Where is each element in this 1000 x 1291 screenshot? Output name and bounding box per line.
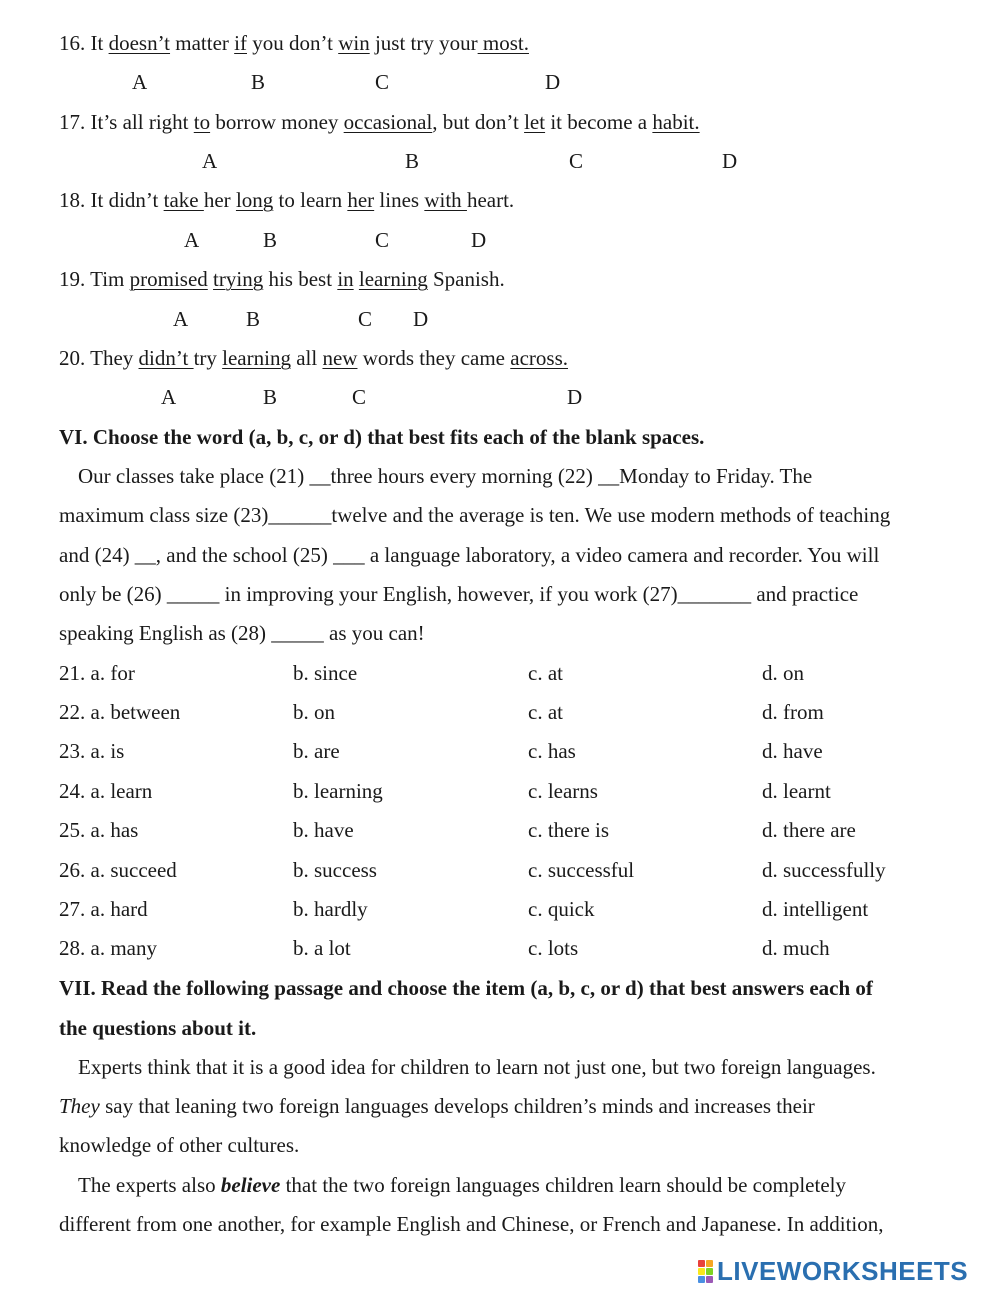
logo-text: LIVEWORKSHEETS: [717, 1255, 969, 1286]
option-22-d: d. from: [762, 700, 824, 724]
underlined-segment: new: [322, 346, 358, 370]
answer-letter-b: B: [263, 228, 278, 252]
question-17: [59, 112, 700, 133]
sentence-text: borrow money: [210, 110, 344, 134]
section-7-heading: VII. Read the following passage and choose the item (a, b, c, or d) that best answers each of: [59, 976, 873, 1000]
option-24-d: d. learnt: [762, 779, 831, 803]
passage-text: The experts also: [78, 1173, 221, 1197]
answer-letter-b: B: [263, 385, 278, 409]
answer-letter-c: C: [375, 70, 390, 94]
answer-letter-d: D: [471, 228, 487, 252]
underlined-segment: let: [524, 110, 546, 134]
option-27-b: b. hardly: [293, 897, 368, 921]
option-24-a: 24. a. learn: [59, 779, 153, 803]
passage-text: that the two foreign languages children learn should be completely: [280, 1173, 846, 1197]
sentence-text: try: [193, 346, 223, 370]
sentence-text: his best: [263, 267, 338, 291]
option-25-d: d. there are: [762, 818, 856, 842]
answer-letter-a: A: [132, 70, 148, 94]
underlined-segment: across.: [510, 346, 568, 370]
sentence-text: matter: [170, 31, 235, 55]
option-23-a: 23. a. is: [59, 739, 125, 763]
passage-2-line: knowledge of other cultures.: [59, 1133, 300, 1157]
option-22-c: c. at: [528, 700, 563, 724]
sentence-text: 19. Tim: [59, 267, 130, 291]
liveworksheets-logo: [698, 1257, 968, 1285]
option-28-d: d. much: [762, 936, 830, 960]
answer-letter-a: A: [161, 385, 177, 409]
underlined-segment: her: [347, 188, 375, 212]
underlined-segment: habit.: [652, 110, 700, 134]
underlined-segment: most.: [477, 31, 529, 55]
sentence-text: to learn: [273, 188, 348, 212]
sentence-text: it become a: [545, 110, 653, 134]
option-24-c: c. learns: [528, 779, 598, 803]
option-21-a: 21. a. for: [59, 661, 135, 685]
passage-2-line: different from one another, for example English and Chinese, or French and Japanese. In addition,: [59, 1212, 884, 1236]
passage-line: Our classes take place (21) __three hours every morning (22) __Monday to Friday. The: [78, 464, 813, 488]
sentence-text: heart.: [466, 188, 515, 212]
option-26-c: c. successful: [528, 858, 635, 882]
answer-letter-b: B: [405, 149, 420, 173]
answer-letter-d: D: [545, 70, 561, 94]
option-25-a: 25. a. has: [59, 818, 139, 842]
option-27-d: d. intelligent: [762, 897, 869, 921]
passage-2-line: [59, 1096, 815, 1117]
passage-2-line: [78, 1175, 846, 1196]
answer-letter-d: D: [567, 385, 583, 409]
sentence-text: you don’t: [247, 31, 339, 55]
option-26-a: 26. a. succeed: [59, 858, 177, 882]
underlined-segment: learning: [222, 346, 291, 370]
underlined-segment: if: [234, 31, 247, 55]
logo-square: [698, 1276, 705, 1283]
underlined-segment: trying: [213, 267, 264, 291]
logo-square: [698, 1260, 705, 1267]
passage-line: maximum class size (23)______twelve and the average is ten. We use modern methods of teaching: [59, 503, 891, 527]
option-28-b: b. a lot: [293, 936, 351, 960]
question-20: [59, 348, 568, 369]
sentence-text: 17. It’s all right: [59, 110, 194, 134]
underlined-segment: doesn’t: [108, 31, 171, 55]
option-23-c: c. has: [528, 739, 576, 763]
option-21-c: c. at: [528, 661, 563, 685]
sentence-text: 16. It: [59, 31, 109, 55]
underlined-segment: to: [193, 110, 211, 134]
question-16: [59, 33, 529, 54]
underlined-segment: occasional: [343, 110, 433, 134]
passage-line: only be (26) _____ in improving your English, however, if you work (27)_______ and practice: [59, 582, 859, 606]
logo-square: [706, 1276, 713, 1283]
underlined-segment: with: [424, 188, 467, 212]
answer-letter-d: D: [413, 307, 429, 331]
answer-letter-a: A: [202, 149, 218, 173]
answer-letter-b: B: [246, 307, 261, 331]
sentence-text: 20. They: [59, 346, 139, 370]
answer-letter-c: C: [375, 228, 390, 252]
option-28-a: 28. a. many: [59, 936, 157, 960]
answer-letter-b: B: [251, 70, 266, 94]
option-23-d: d. have: [762, 739, 823, 763]
option-28-c: c. lots: [528, 936, 579, 960]
logo-square: [706, 1268, 713, 1275]
option-21-b: b. since: [293, 661, 358, 685]
logo-square: [706, 1260, 713, 1267]
passage-text: say that leaning two foreign languages develops children’s minds and increases their: [99, 1094, 815, 1118]
underlined-segment: promised: [129, 267, 208, 291]
sentence-text: all: [290, 346, 323, 370]
underlined-segment: in: [337, 267, 354, 291]
option-22-b: b. on: [293, 700, 335, 724]
vocab-word: believe: [220, 1173, 281, 1197]
underlined-segment: learning: [358, 267, 428, 291]
option-27-a: 27. a. hard: [59, 897, 148, 921]
answer-letter-a: A: [173, 307, 189, 331]
question-18: [59, 190, 514, 211]
option-26-b: b. success: [293, 858, 377, 882]
passage-line: speaking English as (28) _____ as you can!: [59, 621, 425, 645]
answer-letter-c: C: [358, 307, 373, 331]
sentence-text: lines: [374, 188, 425, 212]
sentence-text: Spanish.: [427, 267, 505, 291]
passage-2-line: Experts think that it is a good idea for children to learn not just one, but two foreign languages.: [78, 1055, 876, 1079]
logo-icon: [698, 1260, 713, 1283]
section-7-heading-cont: the questions about it.: [59, 1016, 257, 1040]
answer-letter-c: C: [352, 385, 367, 409]
answer-letter-a: A: [184, 228, 200, 252]
sentence-text: 18. It didn’t: [59, 188, 164, 212]
option-22-a: 22. a. between: [59, 700, 181, 724]
sentence-text: just try your: [369, 31, 478, 55]
question-19: [59, 269, 505, 290]
reference-word: They: [59, 1094, 100, 1118]
underlined-segment: long: [235, 188, 274, 212]
logo-square: [698, 1268, 705, 1275]
option-25-c: c. there is: [528, 818, 610, 842]
option-24-b: b. learning: [293, 779, 383, 803]
underlined-segment: win: [338, 31, 370, 55]
section-6-heading: VI. Choose the word (a, b, c, or d) that best fits each of the blank spaces.: [59, 425, 705, 449]
answer-letter-c: C: [569, 149, 584, 173]
sentence-text: words they came: [357, 346, 511, 370]
sentence-text: , but don’t: [432, 110, 525, 134]
underlined-segment: didn’t: [138, 346, 194, 370]
underlined-segment: take: [163, 188, 204, 212]
sentence-text: her: [203, 188, 236, 212]
option-26-d: d. successfully: [762, 858, 886, 882]
option-23-b: b. are: [293, 739, 340, 763]
option-27-c: c. quick: [528, 897, 595, 921]
answer-letter-d: D: [722, 149, 738, 173]
option-25-b: b. have: [293, 818, 354, 842]
option-21-d: d. on: [762, 661, 804, 685]
passage-line: and (24) __, and the school (25) ___ a language laboratory, a video camera and recorder. You will: [59, 543, 880, 567]
